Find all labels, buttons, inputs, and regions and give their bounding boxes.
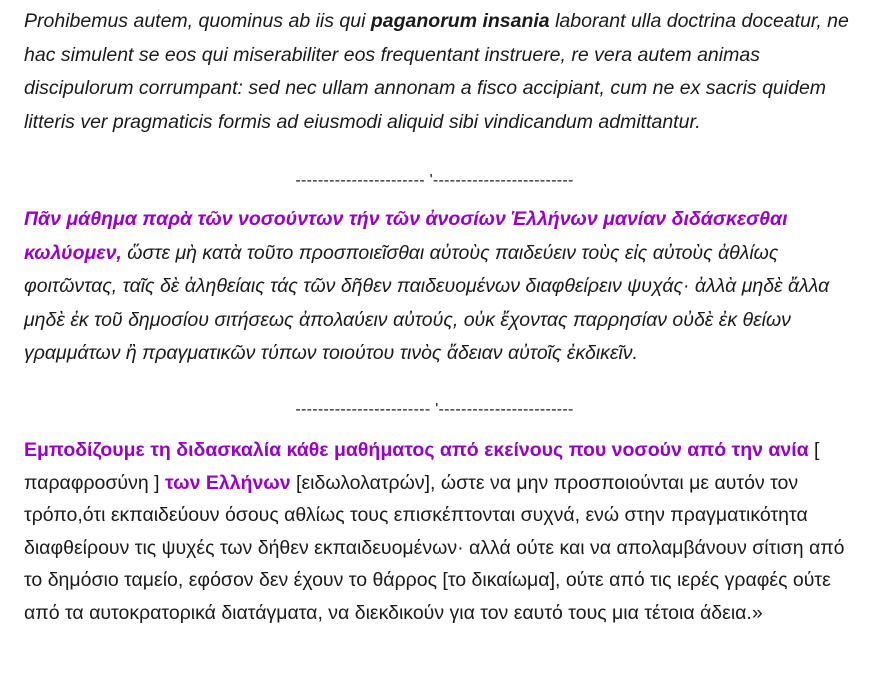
modern-greek-paragraph [24,434,854,629]
separator-line: ----------------------- '------------------------- [295,172,574,189]
latin-text-end: laborant ulla doctrina doceatur, ne hac simulent se eos qui miserabiliter eos frequentant instruere, re vera autem animas discipulorum corrumpant: sed nec ullam annonam a fisco accipiant, cum ne ex sacris quidem litteris ver pragmaticis formis ad eiusmodi aliquid sibi vindicandum admittantur. [24,10,849,133]
modern-greek-highlight: Εμποδίζουμε τη διδασκαλία κάθε μαθήματος από εκείνους που νοσούν από την ανία [24,439,809,461]
ancient-greek-highlight: Πᾶν μάθημα παρὰ τῶν νοσούντων τήν τῶν ἀνοσίων Ἑλλήνων μανίαν διδάσκεσθαι κωλύομεν, [24,208,788,264]
latin-paragraph [24,5,854,139]
latin-text-start: Prohibemus autem, quominus ab iis qui [24,10,371,32]
modern-greek-bracket: [ παραφροσύνη ] [24,439,820,494]
ancient-greek-text: ὥστε μὴ κατὰ τοῦτο προσποιεῖσθαι αὐτοὺς παιδεύειν τοὺς εἰς αὐτοὺς ἀθλίως φοιτῶντας, ταῖς δὲ ἀληθείαις τάς τῶν δῆθεν παιδευομένων διαφθείρειν ψυχάς· ἀλλὰ μηδὲ ἄλλα μηδὲ ἐκ τοῦ δημοσίου σιτήσεως ἀπολαύειν αὐτούς, οὐκ ἔχοντας παρρησίαν οὐδὲ ἐκ θείων γραμμάτων ἢ πραγματικῶν τύπων τοιούτου τινὸς ἄδειαν αὐτοῖς ἐκδικεῖν. [24,241,830,364]
separator-line: ------------------------ '------------------------ [295,401,574,418]
ancient-greek-paragraph [24,203,854,371]
modern-greek-highlight-greeks: των Ελλήνων [164,471,291,494]
latin-bold-phrase: paganorum insania [370,10,550,32]
modern-greek-text: [ειδωλολατρών], ώστε να μην προσποιούνται με αυτόν τον τρόπο,ότι εκπαιδεύουν όσους αθλίως τους επισκέπτονται συχνά, ενώ στην πραγματικότητα διαφθείρουν τις ψυχές των δήθεν εκπαιδευομένων· αλλά ούτε και να απολαμβάνουν σίτιση από το δημόσιο ταμείο, εφόσον δεν έχουν το θάρρος [το δικαίωμα], ούτε από τις ιερές γραφές ούτε από τα αυτοκρατορικά διατάγματα, να διεκδικούν για τον εαυτό τους μια τέτοια άδεια.» [24,471,845,624]
